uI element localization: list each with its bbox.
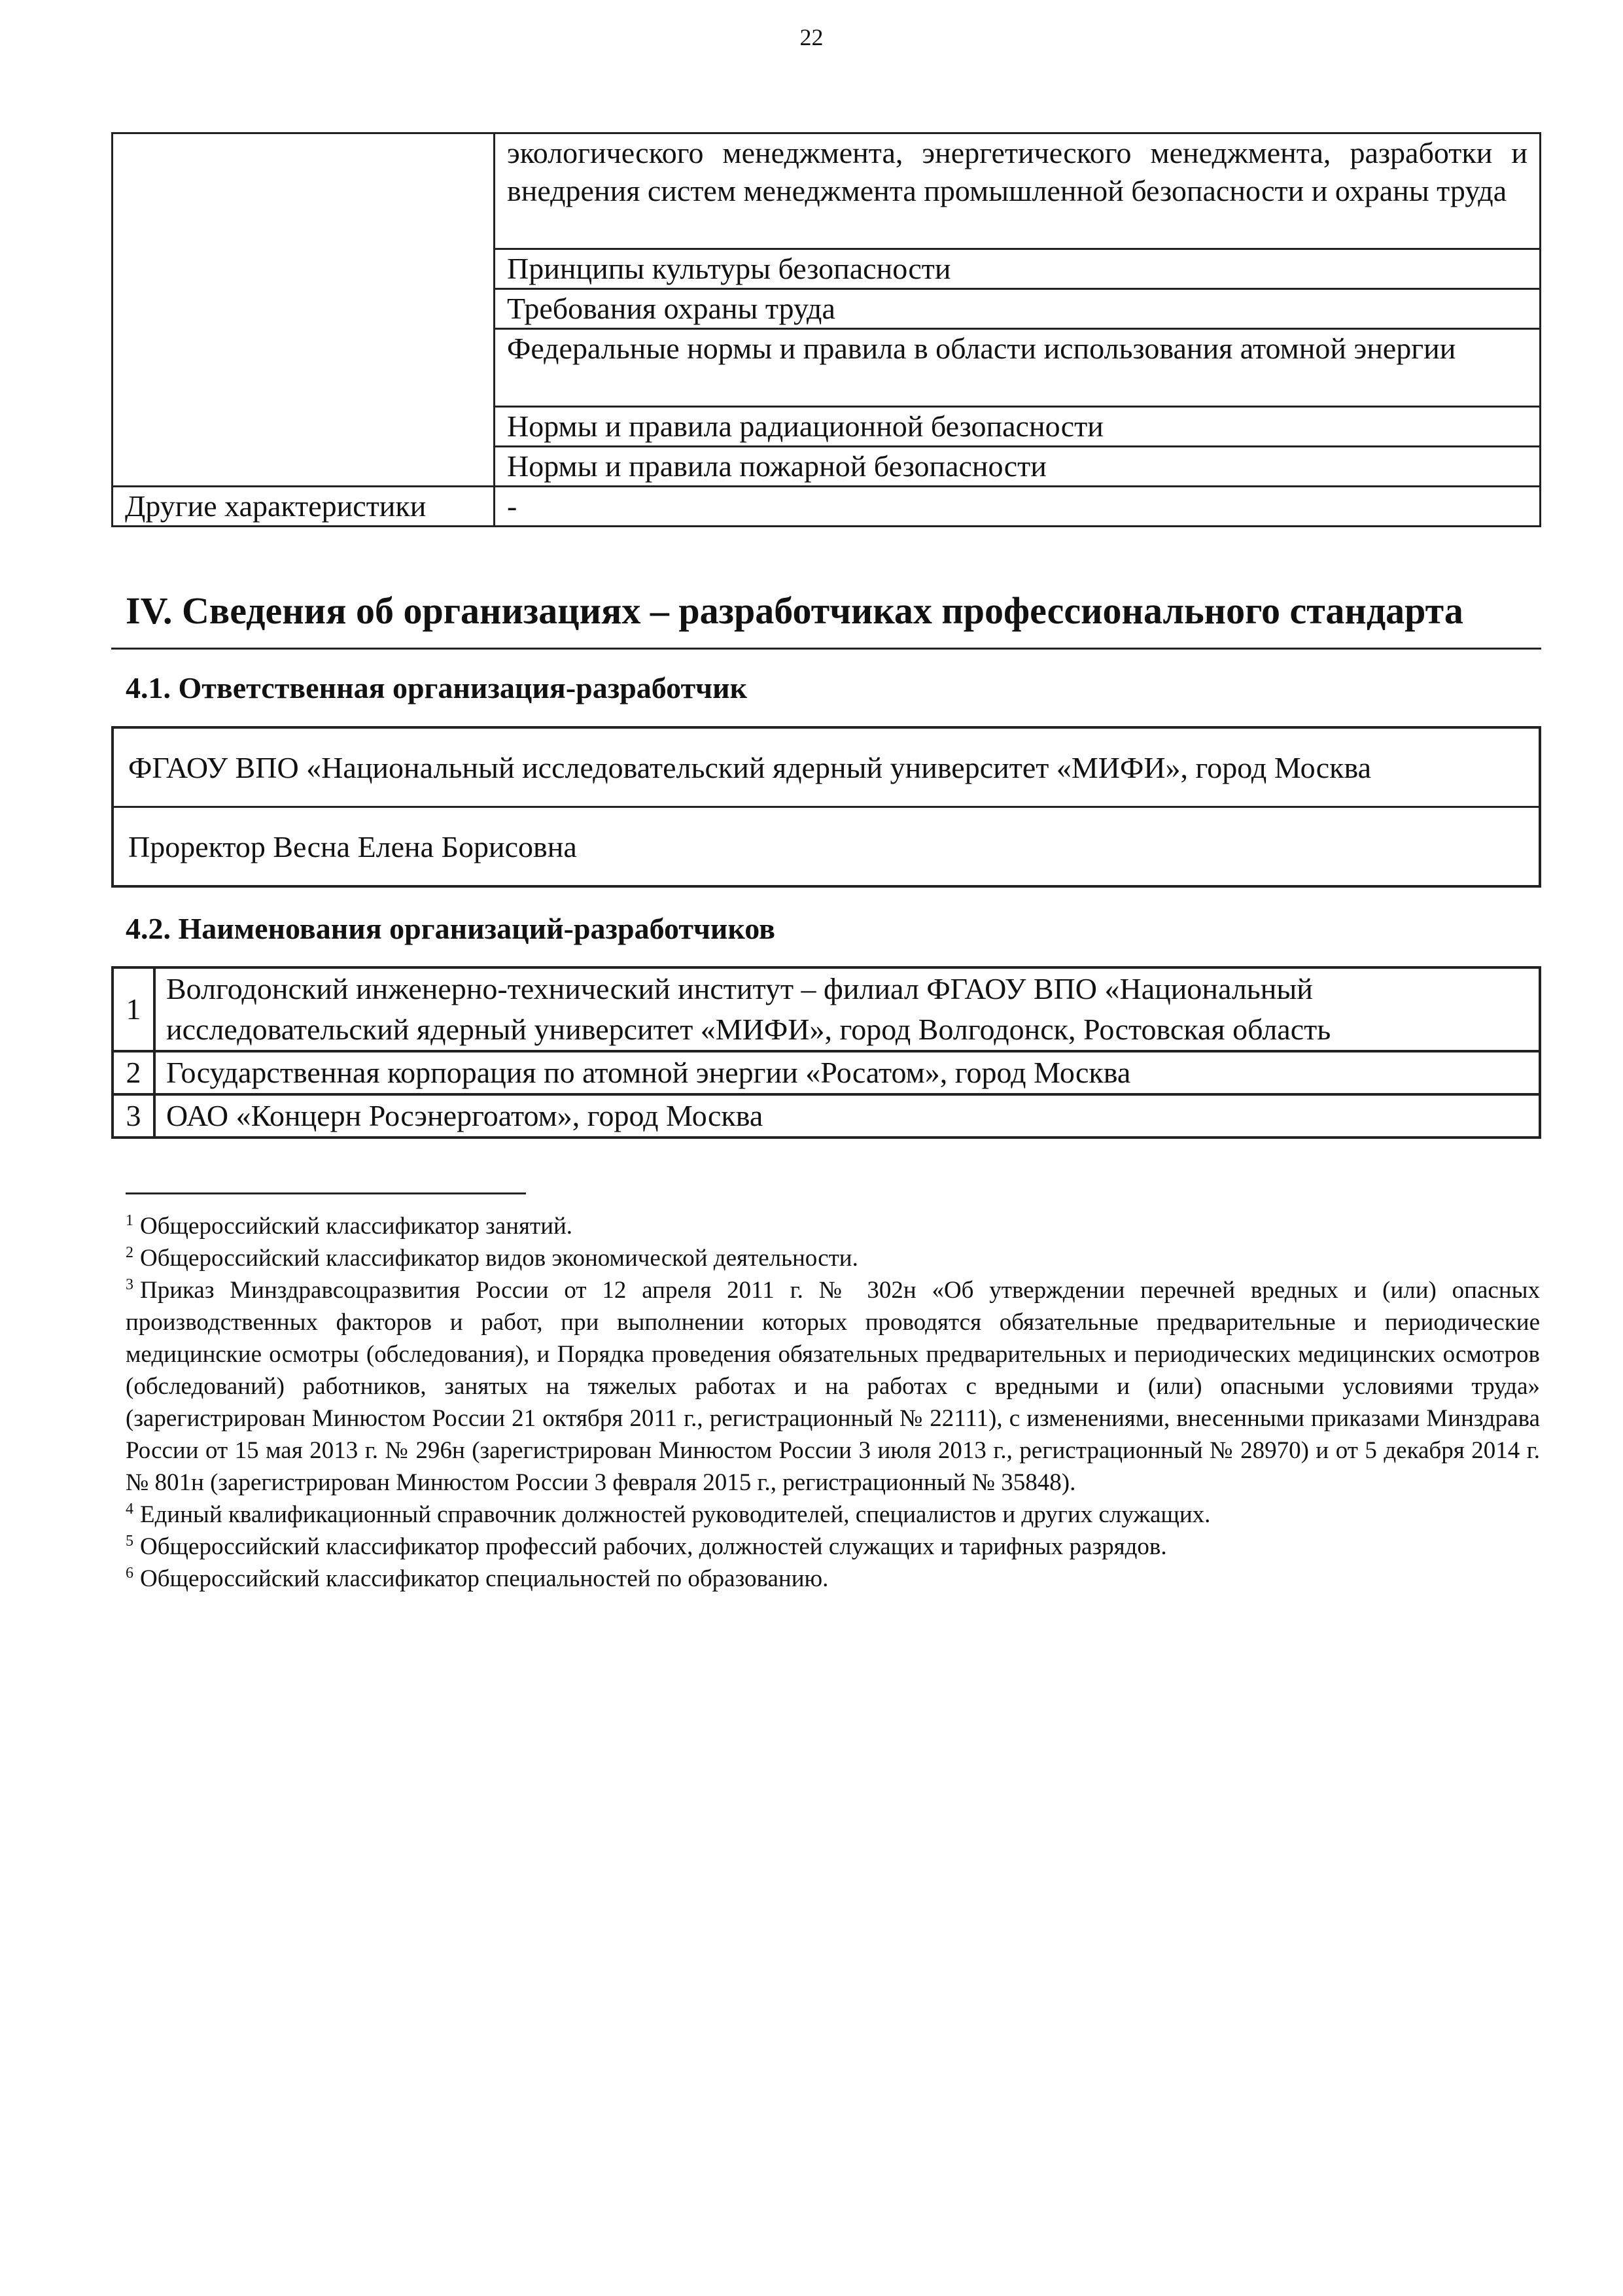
knowledge-item: Федеральные нормы и правила в области использования атомной энергии <box>495 329 1541 407</box>
developers-table <box>111 966 1541 1139</box>
other-characteristics-value: - <box>495 487 1541 527</box>
table-row <box>113 1094 1540 1138</box>
footnote <box>126 1563 1540 1595</box>
footnote <box>126 1242 1540 1274</box>
table-row <box>113 1051 1540 1094</box>
continued-text-cell <box>495 133 1541 249</box>
developer-name: Волгодонский инженерно-технический институт – филиал ФГАОУ ВПО «Национальный исследовательский ядерный университет «МИФИ», город Волгодонск, Ростовская область <box>154 967 1540 1051</box>
footnote-text: Приказ Минздравсоцразвития России от 12 апреля 2011 г. № 302н «Об утверждении перечней вредных и (или) опасных производственных факторов и работ, при выполнении которых проводятся обязательные предварительные и периодические медицинские осмотры (обследования), и Порядка проведения обязательных предварительных и периодических медицинских осмотров (обследований) работников, занятых на тяжелых работах и на работах с вредными и (или) опасными условиями труда» (зарегистрирован Минюстом России 21 октября 2011 г., регистрационный № 22111), с изменениями, внесенными приказами Минздрава России от 15 мая 2013 г. № 296н (зарегистрирован Минюстом России 3 июля 2013 г., регистрационный № 28970) и от 5 декабря 2014 г. № 801н (зарегистрирован Минюстом России 3 февраля 2015 г., регистрационный № 35848). <box>126 1277 1540 1496</box>
footnote-separator <box>126 1192 526 1194</box>
footnote-mark: 3 <box>126 1276 133 1293</box>
responsible-org: ФГАОУ ВПО «Национальный исследовательский ядерный университет «МИФИ», город Москва <box>128 750 1372 784</box>
row-number: 1 <box>113 967 154 1051</box>
empty-label-cell <box>113 133 495 487</box>
table-row <box>113 487 1541 527</box>
developers-heading: 4.2. Наименования организаций-разработчиков <box>126 912 775 945</box>
characteristics-table <box>111 132 1541 527</box>
other-characteristics-label: Другие характеристики <box>113 487 495 527</box>
section-title: IV. Сведения об организациях – разработчиках профессионального стандарта <box>126 589 1463 632</box>
responsible-person: Проректор Весна Елена Борисовна <box>114 806 1539 885</box>
footnotes <box>126 1210 1540 1595</box>
footnote-text: Единый квалификационный справочник должностей руководителей, специалистов и других служащих. <box>140 1501 1211 1528</box>
footnote-mark: 2 <box>126 1244 133 1261</box>
knowledge-item: Нормы и правила пожарной безопасности <box>495 447 1541 487</box>
footnote <box>126 1531 1540 1563</box>
footnote-text: Общероссийский классификатор занятий. <box>140 1213 573 1240</box>
row-number: 2 <box>113 1051 154 1094</box>
footnote-text: Общероссийский классификатор специальностей по образованию. <box>140 1565 829 1592</box>
footnote <box>126 1499 1540 1531</box>
table-row <box>113 967 1540 1051</box>
footnote-text: Общероссийский классификатор профессий рабочих, должностей служащих и тарифных разрядов. <box>140 1533 1167 1560</box>
section-divider <box>111 648 1541 650</box>
footnote-text: Общероссийский классификатор видов экономической деятельности. <box>140 1245 858 1272</box>
row-number: 3 <box>113 1094 154 1138</box>
knowledge-item: Требования охраны труда <box>495 289 1541 329</box>
developer-name: ОАО «Концерн Росэнергоатом», город Москва <box>154 1094 1540 1138</box>
responsible-heading: 4.1. Ответственная организация-разработчик <box>126 671 748 704</box>
footnote-mark: 6 <box>126 1564 133 1582</box>
knowledge-item: Принципы культуры безопасности <box>495 249 1541 289</box>
responsible-org-box <box>111 726 1541 888</box>
table-row <box>113 133 1541 249</box>
footnote <box>126 1210 1540 1242</box>
footnote <box>126 1274 1540 1499</box>
developer-name: Государственная корпорация по атомной энергии «Росатом», город Москва <box>154 1051 1540 1094</box>
knowledge-item: Нормы и правила радиационной безопасности <box>495 407 1541 447</box>
continued-text: экологического менеджмента, энергетического менеджмента, разработки и внедрения систем менеджмента промышленной безопасности и охраны труда <box>507 136 1527 207</box>
footnote-mark: 4 <box>126 1500 133 1518</box>
page-number: 22 <box>799 24 824 50</box>
footnote-mark: 1 <box>126 1211 133 1229</box>
footnote-mark: 5 <box>126 1532 133 1550</box>
